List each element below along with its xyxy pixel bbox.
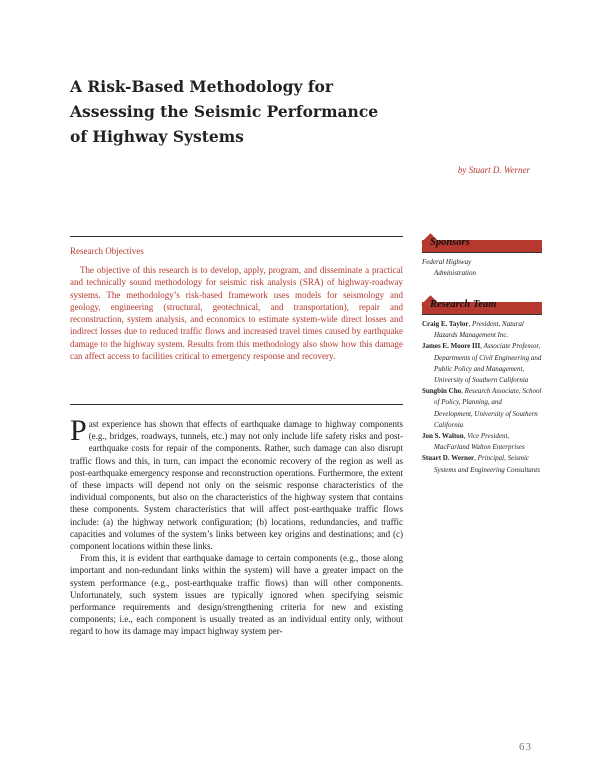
article-title [70, 74, 490, 149]
main-body [70, 414, 403, 638]
page-number: 63 [519, 741, 532, 753]
team-member [422, 319, 542, 341]
member-name: Sungbin Cho [422, 387, 462, 396]
team-member [422, 386, 542, 431]
team-heading: Research Team [430, 299, 497, 310]
body-paragraph-text: ast experience has shown that effects of earthquake damage to highway components (e.g., bridges, roadways, tunnels, etc.) may not only include life safety risks and post-earthquake costs for repair of the components. Rather, such damage can also disrupt traffic flows and this, in turn, can impact the economic recovery of the region as well as post-earthquake emergency response and reconstruction operations. Furthermore, the extent of these impacts will depend not only on the seismic response characteristics of the individual components, but also on the characteristics of the highway system that contains these components. System characteristics that will affect post-earthquake traffic flows include: (a) the highway network configuration; (b) locations, redundancies, and traffic capacities and volumes of the system’s links between key origins and destinations; and (c) component locations within these links. [70, 419, 403, 552]
objectives-body: The objective of this research is to develop, apply, program, and disseminate a practical and technically sound methodology for seismic risk analysis (SRA) of highway-roadway systems. The methodology’s risk-based framework uses models for seismology and geology, engineering (structural, geotechnical, and transportation), repair and reconstruction, system analysis, and economics to estimate system-wide direct losses and indirect losses due to reduced traffic flows and increased travel times caused by earthquake damage to the highway system. Results from this methodology also show how this damage can affect access to facilities critical to emergency response and recovery. [70, 265, 403, 362]
title-line: Assessing the Seismic Performance [70, 102, 379, 121]
sponsor-line: Federal Highway [422, 258, 472, 266]
team-member [422, 431, 542, 453]
body-paragraph [70, 414, 403, 552]
sponsors-list [422, 257, 542, 279]
divider [70, 404, 403, 405]
objectives-heading: Research Objectives [70, 246, 144, 256]
member-detail: , President, Natural Hazards Management Inc. [434, 320, 524, 340]
title-line: A Risk-Based Methodology for [70, 77, 334, 96]
sponsors-header [422, 236, 542, 253]
drop-cap: P [70, 414, 87, 447]
team-member [422, 453, 542, 475]
member-name: James E. Moore III [422, 342, 481, 351]
author-byline: by Stuart D. Werner [457, 165, 530, 175]
member-detail: , Research Associate, School of Policy, Planning, and Development, University of Southern California [434, 387, 542, 429]
member-name: Jon S. Walton [422, 432, 464, 441]
divider [70, 236, 403, 237]
sponsors-heading: Sponsors [430, 237, 470, 248]
team-member [422, 341, 542, 386]
sponsor-line: Administration [434, 269, 477, 278]
member-name: Craig E. Taylor [422, 320, 469, 328]
member-detail: , Associate Professor, Departments of Civil Engineering and Public Policy and Management, University of Southern California [434, 342, 542, 385]
title-line: of Highway Systems [70, 127, 244, 146]
member-name: Stuart D. Werner [422, 454, 475, 463]
research-team-panel [422, 298, 542, 476]
sponsors-panel [422, 236, 542, 279]
team-list [422, 319, 542, 476]
member-detail: , Principal, Seismic Systems and Engineering Consultants [434, 454, 540, 474]
body-paragraph: From this, it is evident that earthquake damage to certain components (e.g., those along important and non-redundant links within the system) will have a greater impact on the system performance (e.g., post-earthquake traffic flows) than will other components. Unfortunately, such system issues are typically ignored when specifying seismic performance requirements and design/strengthening criteria for new and existing components; i.e., each component is usually treated as an individual entity only, without regard to how its damage may impact highway system per- [70, 553, 403, 637]
member-detail: , Vice President, MacFarland Walton Enterprises [434, 432, 525, 452]
team-header [422, 298, 542, 315]
